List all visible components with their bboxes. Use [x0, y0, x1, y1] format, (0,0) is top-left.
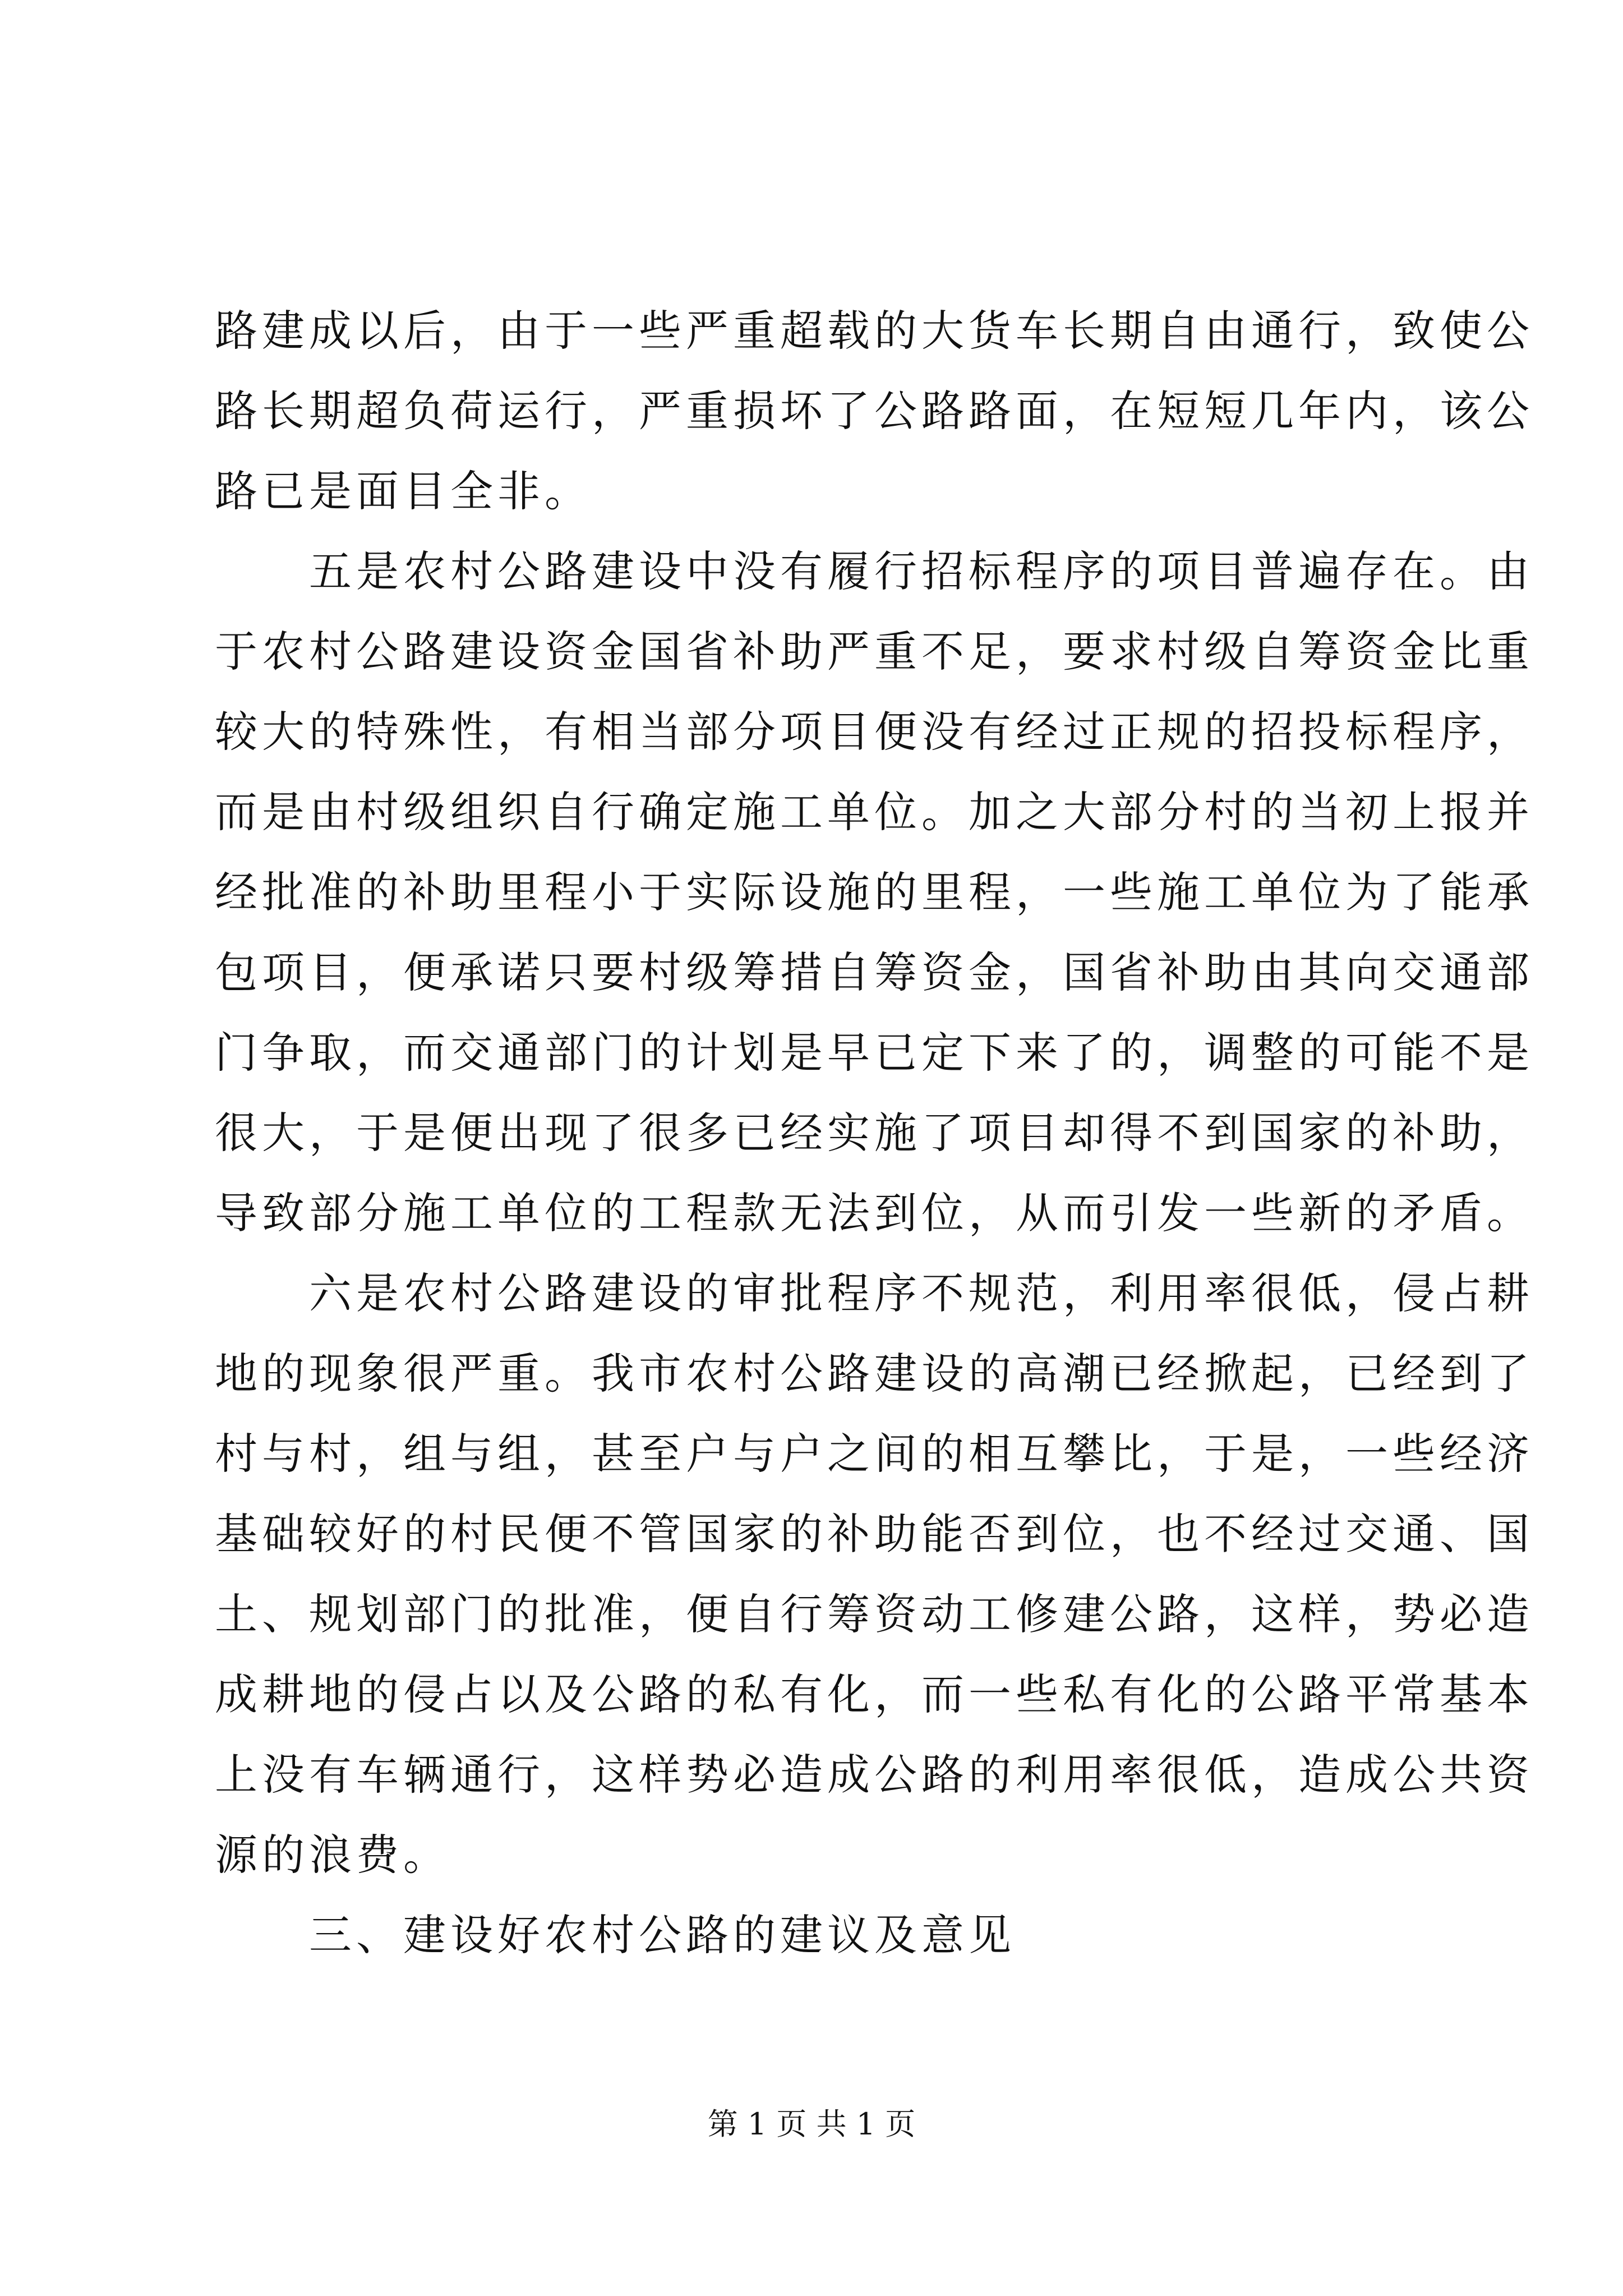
- section-heading-text: 三、建设好农村公路的建议及意见: [309, 1910, 1016, 1960]
- text-line: 于农村公路建设资金国省补助严重不足，要求村级自筹资金比重: [215, 627, 1534, 677]
- paragraph-first-line: [215, 1253, 1534, 1333]
- text-line: 很大，于是便出现了很多已经实施了项目却得不到国家的补助，: [215, 1108, 1534, 1158]
- text-line: 路已是面目全非。: [215, 466, 592, 516]
- text-run: 五是农村公路建设中没有履行招标程序的项目普遍存在。由: [309, 546, 1534, 596]
- text-line: 基础较好的村民便不管国家的补助能否到位，也不经过交通、国: [215, 1509, 1534, 1559]
- text-line: 路建成以后，由于一些严重超载的大货车长期自由通行，致使公: [215, 306, 1534, 356]
- text-line: 较大的特殊性，有相当部分项目便没有经过正规的招投标程序，: [215, 707, 1534, 757]
- text-line: 成耕地的侵占以及公路的私有化，而一些私有化的公路平常基本: [215, 1669, 1534, 1719]
- text-line: 经批准的补助里程小于实际设施的里程，一些施工单位为了能承: [215, 867, 1534, 917]
- text-line: 包项目，便承诺只要村级筹措自筹资金，国省补助由其向交通部: [215, 947, 1534, 997]
- text-line: 而是由村级组织自行确定施工单位。加之大部分村的当初上报并: [215, 787, 1534, 837]
- text-line: 源的浪费。: [215, 1830, 450, 1880]
- text-line: 地的现象很严重。我市农村公路建设的高潮已经掀起，已经到了: [215, 1349, 1534, 1398]
- text-line: 土、规划部门的批准，便自行筹资动工修建公路，这样，势必造: [215, 1589, 1534, 1639]
- text-run: 六是农村公路建设的审批程序不规范，利用率很低，侵占耕: [309, 1268, 1534, 1318]
- text-line: 村与村，组与组，甚至户与户之间的相互攀比，于是，一些经济: [215, 1429, 1534, 1479]
- text-line: 上没有车辆通行，这样势必造成公路的利用率很低，造成公共资: [215, 1750, 1534, 1800]
- document-body: [215, 291, 1534, 1975]
- text-line: 门争取，而交通部门的计划是早已定下来了的，调整的可能不是: [215, 1028, 1534, 1078]
- page-footer: [0, 2105, 1623, 2144]
- paragraph-first-line: [215, 531, 1534, 611]
- page-number-label: 第 1 页 共 1 页: [707, 2106, 916, 2142]
- text-line: 路长期超负荷运行，严重损坏了公路路面，在短短几年内，该公: [215, 386, 1534, 436]
- section-heading: [215, 1895, 1426, 1975]
- text-line: 导致部分施工单位的工程款无法到位，从而引发一些新的矛盾。: [215, 1188, 1534, 1238]
